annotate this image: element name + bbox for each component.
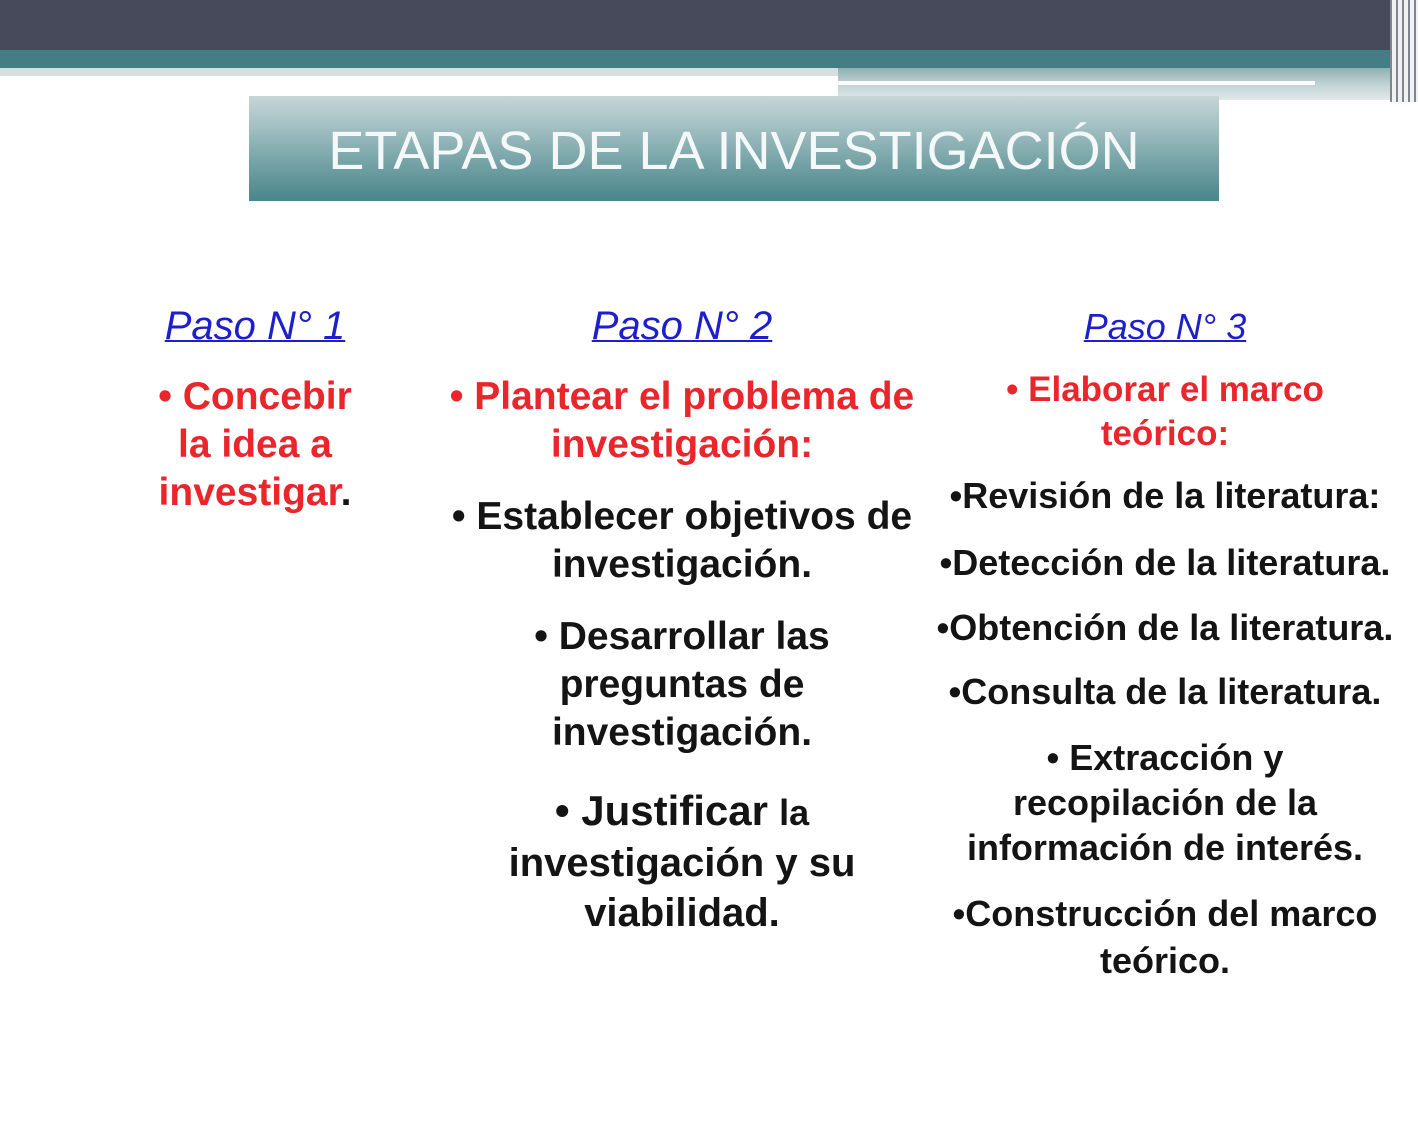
step-3-item-7-line-1: •Construcción del marco (952, 893, 1378, 934)
header-band-light (0, 68, 838, 76)
step-2-item-2-line-1: • Establecer objetivos de (451, 495, 913, 538)
slide-title: ETAPAS DE LA INVESTIGACIÓN (328, 121, 1140, 181)
step-2-heading-text: Paso N° 2 (591, 304, 773, 348)
step-2-item-3-line-1: • Desarrollar las (534, 615, 830, 658)
header-band-dark (0, 0, 1390, 50)
step-2-item-4-line-1 (432, 786, 932, 838)
step-1-item-1-line-2: la idea a (178, 423, 332, 466)
step-3-item-consulta (925, 670, 1405, 714)
step-3-item-6-line-3: información de interés. (966, 827, 1364, 868)
step-2-item-4-line-3: viabilidad. (584, 891, 780, 935)
step-1-item-1-line-3-text: investigar (158, 471, 341, 514)
step-1-item-1-line-3 (130, 469, 380, 517)
step-3-item-2-line-1: •Revisión de la literatura: (949, 475, 1381, 516)
step-3-heading-text: Paso N° 3 (1083, 306, 1247, 347)
step-2-item-3-line-3: investigación. (551, 711, 813, 754)
title-box (249, 96, 1219, 201)
step-2-item-establecer-objetivos (432, 493, 932, 589)
step-1-item-concebir-idea (130, 373, 380, 517)
header-band-teal (0, 50, 1390, 68)
step-2-item-desarrollar-preguntas (432, 613, 932, 757)
step-3-item-elaborar-marco (925, 368, 1405, 456)
step-3-item-obtencion (925, 606, 1405, 650)
step-3-item-4-line-1: •Obtención de la literatura. (936, 607, 1394, 648)
step-3-item-deteccion (925, 541, 1405, 585)
step-2-item-1-line-1: • Plantear el problema de (449, 375, 915, 418)
step-2-item-2-line-2: investigación. (551, 543, 813, 586)
step-2-item-3-line-2: preguntas de (559, 663, 805, 706)
header-white-line (838, 81, 1315, 85)
step-2-item-4-line-1-main: • Justificar (554, 787, 768, 834)
step-2-item-justificar (432, 786, 932, 938)
header-vertical-stripes (1390, 0, 1418, 102)
step-3-heading (925, 305, 1405, 349)
step-1-item-1-line-1: • Concebir (158, 375, 352, 418)
step-3-item-revision (925, 474, 1405, 518)
step-3-item-extraccion (925, 735, 1405, 870)
step-3-item-5-line-1: •Consulta de la literatura. (948, 671, 1382, 712)
step-3-item-3-line-1: •Detección de la literatura. (939, 542, 1391, 583)
step-3-item-6-line-1: • Extracción y (1046, 737, 1284, 778)
step-1-heading (130, 302, 380, 350)
step-3-item-construccion (925, 890, 1405, 984)
step-2-item-4-line-1-end: la (779, 792, 810, 833)
step-3-item-1-line-2: teórico: (1100, 414, 1230, 453)
step-3-item-1-line-1: • Elaborar el marco (1006, 370, 1324, 409)
step-2-item-4-line-2: investigación y su (508, 841, 856, 885)
step-3-item-7-line-2: teórico. (1099, 940, 1231, 981)
step-2-item-1-line-2: investigación: (550, 423, 814, 466)
step-3-item-6-line-2: recopilación de la (1012, 782, 1318, 823)
step-2-item-plantear-problema (432, 373, 932, 469)
step-2-heading (432, 302, 932, 350)
step-1-heading-text: Paso N° 1 (164, 304, 346, 348)
step-1-item-1-line-3-punct: . (340, 471, 352, 514)
